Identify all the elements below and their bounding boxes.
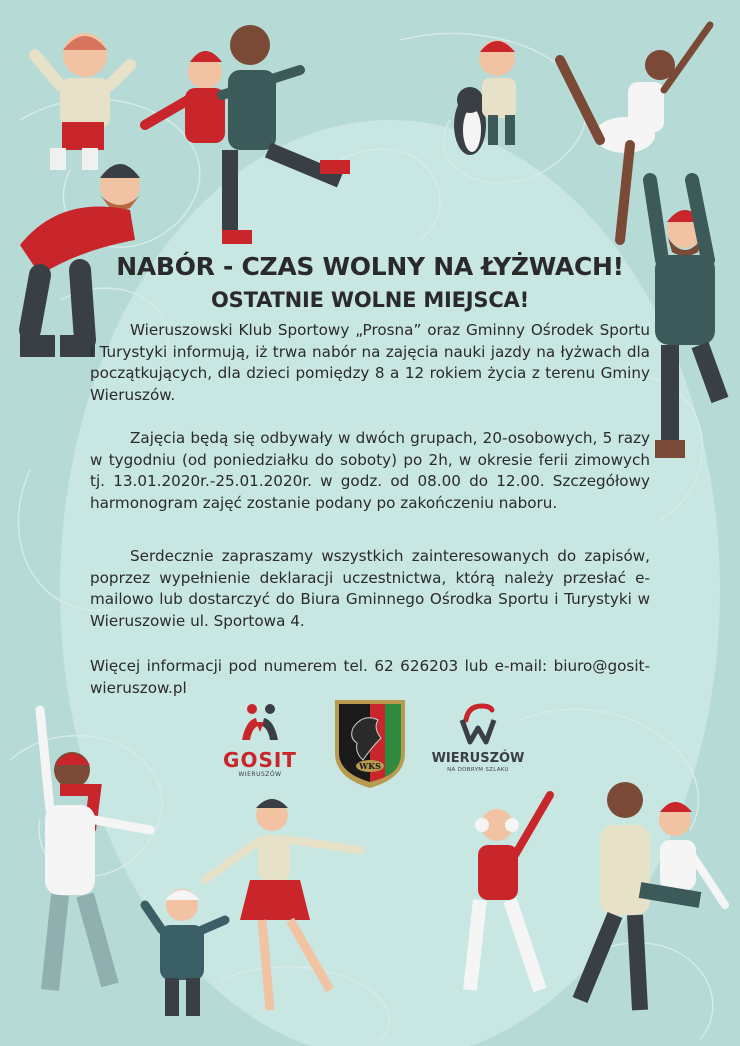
- paragraph-invitation: Serdecznie zapraszamy wszystkich zainteresowanych do zapisów, poprzez wypełnienie deklaracji uczestnictwa, którą należy przesłać e-mailowo lub dostarczyć do Biura Gminnego Ośrodka Sportu i Turystyki w Wieruszowie ul. Sportowa 4.: [90, 547, 650, 630]
- paragraph-schedule: Zajęcia będą się odbywały w dwóch grupach, 20-osobowych, 5 razy w tygodniu (od poniedziałku do soboty) po 2h, w okresie ferii zimowych tj. 13.01.2020r.-25.01.2020r. w godz. od 08.00 do 12.00. Szczegółowy harmonogram zajęć zostanie podany po zakończeniu naboru.: [90, 429, 650, 512]
- paragraph-contact: Więcej informacji pod numerem tel. 62 626203 lub e-mail: biuro@gosit-wieruszow.pl: [90, 657, 650, 697]
- wieruszow-logo: [428, 700, 528, 780]
- skater-child-top-left: [35, 33, 130, 170]
- gosit-logo: [212, 700, 308, 780]
- gosit-logo-subtext: WIERUSZÓW: [238, 771, 282, 778]
- paragraph-intro: Wieruszowski Klub Sportowy „Prosna” oraz Gminny Ośrodek Sportu i Turystyki informują, iż trwa nabór na zajęcia nauki jazdy na łyżwach dla początkujących, dla dzieci pomiędzy 8 a 12 rokiem życia z terenu Gminy Wieruszów.: [90, 321, 650, 404]
- wieruszow-w-icon: [428, 700, 528, 746]
- gosit-emblem-icon: [212, 700, 308, 744]
- wks-crest-logo: [333, 698, 407, 790]
- wieruszow-logo-subtext: NA DOBRYM SZLAKU: [447, 767, 509, 773]
- penguin-and-child: [454, 40, 516, 155]
- wks-crest-text: WKS: [359, 761, 381, 771]
- wieruszow-logo-text: WIERUSZÓW: [431, 751, 525, 766]
- figure-skater-top-right: [560, 25, 710, 240]
- gosit-logo-text: GOSIT: [223, 748, 297, 772]
- wks-shield-icon: [333, 698, 407, 790]
- page-subtitle: OSTATNIE WOLNE MIEJSCA!: [211, 288, 529, 312]
- page-title: NABÓR - CZAS WOLNY NA ŁYŻWACH!: [116, 252, 624, 281]
